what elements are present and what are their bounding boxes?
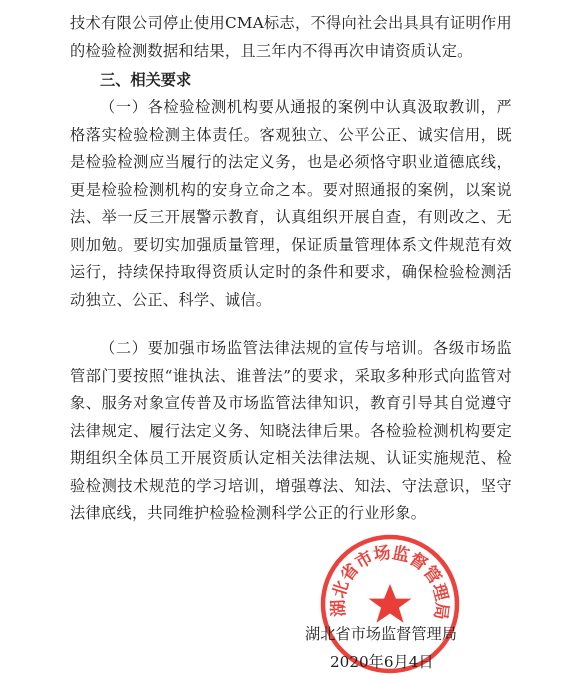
signature-issuer: 湖北省市场监督管理局 xyxy=(305,625,457,643)
requirement-paragraph-1: （一）各检验检测机构要从通报的案例中认真汲取教训，严格落实检验检测主体责任。客观独立、公平公正、诚实信用，既是检验检测应当履行的法定义务，也是必须恪守职业道德底线，更是检验检测机构的安身立命之本。要对照通报的案例，以案说法、举一反三开展警示教育，认真组织开展自查，有则改之、无则加勉。要切实加强质量管理，保证质量管理体系文件规范有效运行，持续保持取得资质认定时的条件和要求，确保检验检测活动独立、公正、科学、诚信。 xyxy=(70,98,512,309)
intro-paragraph: 技术有限公司停止使用CMA标志，不得向社会出具具有证明作用的检验检测数据和结果，且三年内不得再次申请资质认定。 xyxy=(70,14,512,60)
section-heading: 三、相关要求 xyxy=(100,71,192,89)
seal-text: 湖北省市场监督管理局 xyxy=(328,543,452,621)
requirement-paragraph-2: （二）要加强市场监管法律法规的宣传与培训。各级市场监管部门要按照“谁执法、谁普法”的要求，采取多种形式向监管对象、服务对象宣传普及市场监管法律知识，教育引导其自觉遵守法律规定、履行法定义务、知晓法律后果。各检验检测机构要定期组织全体员工开展资质认定相关法律法规、认证实施规范、检验检测技术规范的学习培训，增强尊法、知法、守法意识，坚守法律底线，共同维护检验检测科学公正的行业形象。 xyxy=(70,339,512,522)
signature-date: 2020年6月4日 xyxy=(330,653,434,671)
seal-star-icon xyxy=(369,584,412,623)
